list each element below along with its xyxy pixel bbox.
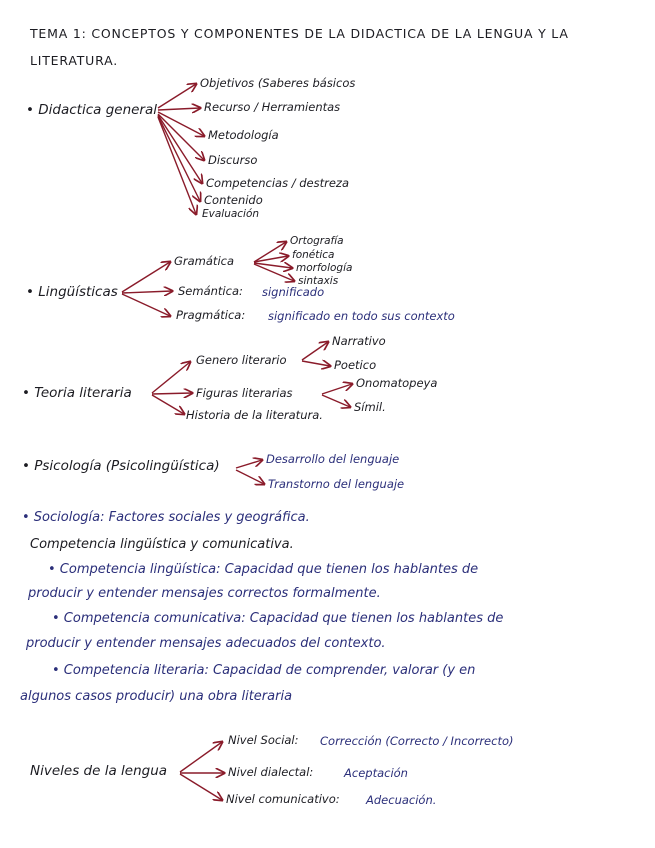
arrow-simil [322,395,350,407]
gramatica-ortografia: Ortografía [290,235,344,247]
gramatica-fonetica: fonética [292,249,335,261]
semantica-desc: significado [262,285,325,299]
nivel-social-label: Nivel Social: [228,733,299,747]
arrow-sintaxis [254,264,294,281]
psicologia-label: • Psicología (Psicolingüística) [22,458,220,474]
niveles-label: Niveles de la lengua [30,763,168,779]
didactica-item-metodologia: Metodología [208,128,279,142]
arrow-objetivos [158,84,196,108]
figuras-simil: Símil. [354,400,386,414]
arrow-discurso [158,114,204,160]
competencia-literaria-line-1: • Competencia literaria: Capacidad de comprender, valorar (y en [52,663,476,678]
psicologia-transtorno: Transtorno del lenguaje [268,477,405,491]
arrow-nivel-comunicativo [180,774,222,800]
figuras-label: Figuras literarias [196,386,293,400]
genero-narrativo: Narrativo [332,334,386,348]
competencia-heading: Competencia lingüística y comunicativa. [30,537,294,552]
didactica-item-discurso: Discurso [208,153,258,167]
arrow-narrativo [302,342,328,360]
competencia-literaria-line-2: algunos casos producir) una obra literaria [20,689,293,704]
arrow-semantica [122,291,172,293]
competencia-linguistica-line-1: • Competencia lingüística: Capacidad que tienen los hablantes de [48,562,479,577]
nivel-comunicativo-desc: Adecuación. [366,793,437,807]
teoria-literaria-label: • Teoria literaria [22,385,132,401]
arrow-pragmatica [122,294,170,316]
figuras-onomatopeya: Onomatopeya [356,376,438,390]
genero-poetico: Poetico [334,358,377,372]
gramatica-label: Gramática [174,254,235,268]
didactica-item-evaluacion: Evaluación [202,208,260,220]
sociologia-line: • Sociología: Factores sociales y geográfica. [22,510,310,525]
gramatica-morfologia: morfología [296,262,353,274]
didactica-item-objetivos: Objetivos (Saberes básicos [200,76,356,90]
arrow-desarrollo [236,460,262,468]
arrow-contenido [158,116,200,201]
pragmatica-label: Pragmática: [176,308,246,322]
arrow-onomatopeya [322,384,352,394]
arrow-transtorno [236,470,264,484]
arrow-gramatica [122,262,170,292]
arrow-figuras [152,393,192,394]
didactica-general-label: • Didactica general [26,102,158,118]
didactica-item-recurso: Recurso / Herramientas [204,100,341,114]
linguisticas-label: • Lingüísticas [26,284,118,300]
title-line-2: LITERATURA. [30,53,119,68]
pragmatica-desc: significado en todo sus contexto [268,309,455,323]
arrow-metodologia [158,112,204,136]
title-line-1: TEMA 1: CONCEPTOS Y COMPONENTES DE LA DIDACTICA DE LA LENGUA Y LA [30,26,569,41]
didactica-item-competencias: Competencias / destreza [206,176,350,190]
competencia-comunicativa-line-1: • Competencia comunicativa: Capacidad que tienen los hablantes de [52,611,504,626]
gramatica-sintaxis: sintaxis [298,275,339,287]
historia-literatura: Historia de la literatura. [186,408,323,422]
competencia-linguistica-line-2: producir y entender mensajes correctos formalmente. [28,586,381,601]
arrow-historia [152,395,184,414]
semantica-label: Semántica: [178,284,243,298]
nivel-social-desc: Corrección (Correcto / Incorrecto) [320,734,514,748]
arrow-nivel-social [180,742,222,772]
nivel-dialectal-label: Nivel dialectal: [228,765,314,779]
didactica-item-contenido: Contenido [204,193,263,207]
arrow-recurso [158,108,200,110]
nivel-dialectal-desc: Aceptación [344,766,408,780]
arrow-poetico [302,361,330,366]
arrow-genero [152,362,190,393]
nivel-comunicativo-label: Nivel comunicativo: [226,792,340,806]
arrow-morfologia [254,263,292,268]
psicologia-desarrollo: Desarrollo del lenguaje [266,452,400,466]
competencia-comunicativa-line-2: producir y entender mensajes adecuados del contexto. [26,636,386,651]
genero-label: Genero literario [196,353,287,367]
